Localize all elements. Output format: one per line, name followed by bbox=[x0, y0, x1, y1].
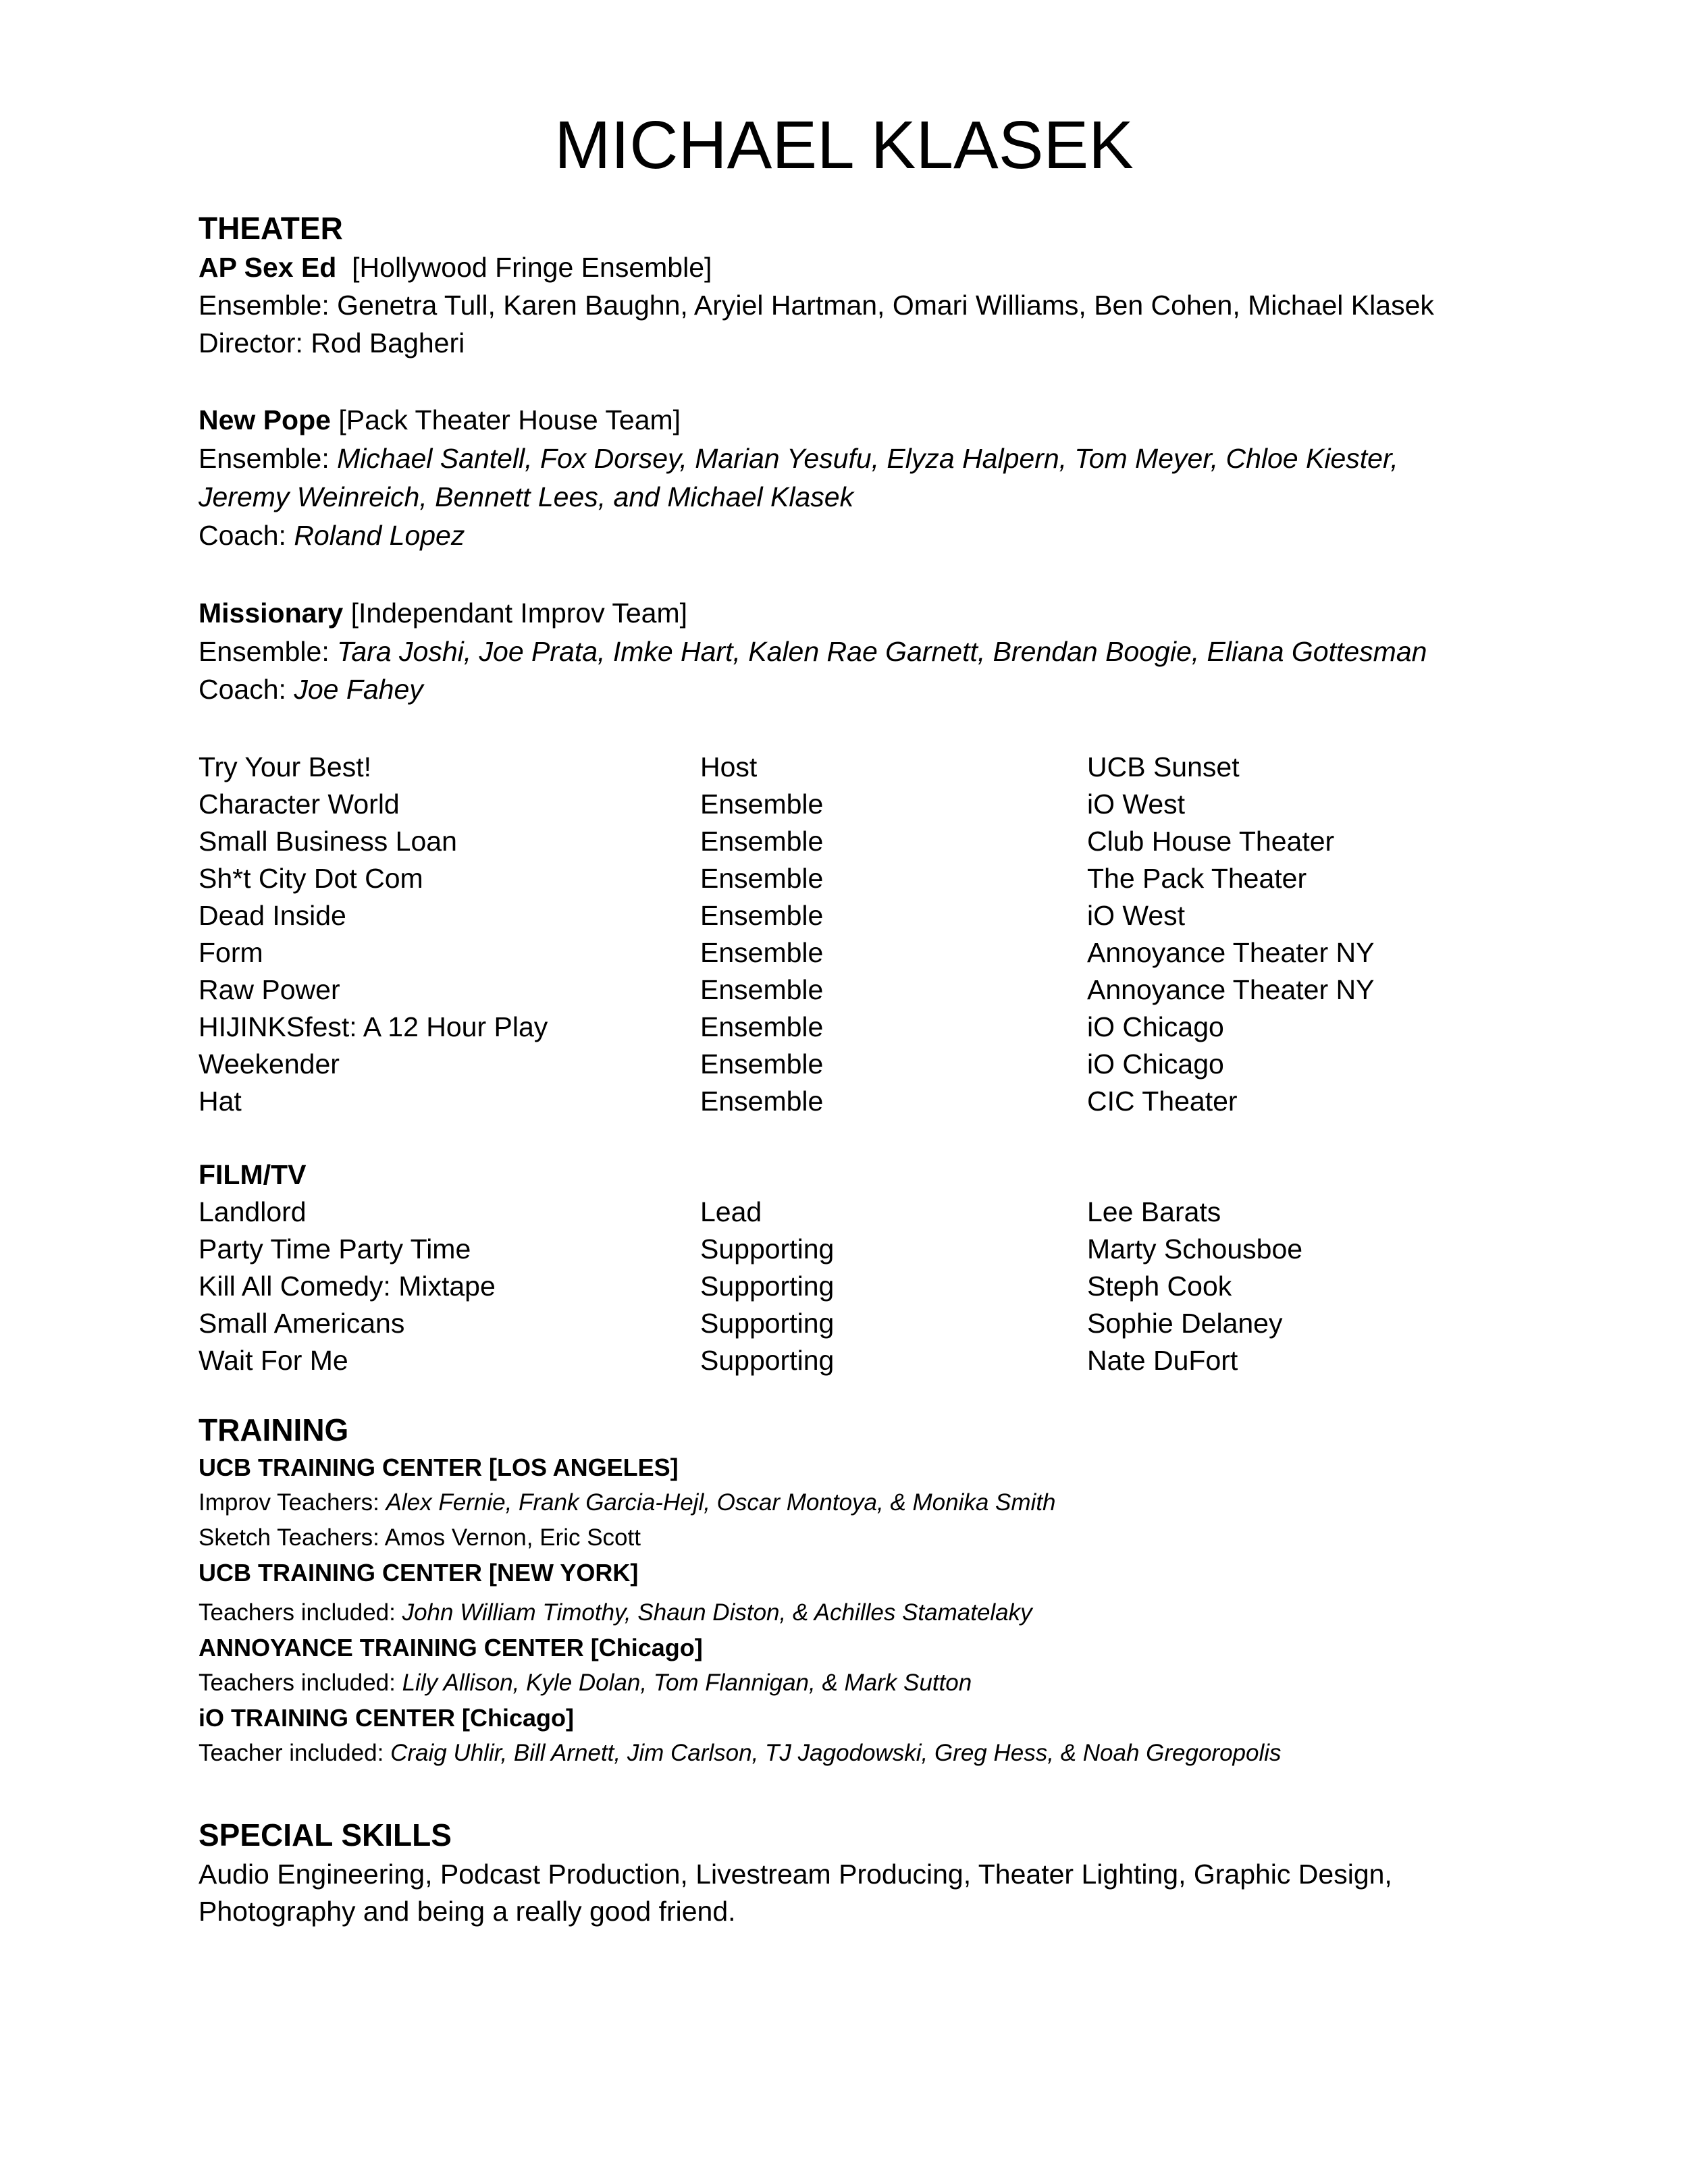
coach-label: Coach: bbox=[199, 674, 286, 705]
group-ap-sex-ed-title bbox=[199, 248, 712, 286]
film-tv-heading: FILM/TV bbox=[199, 1159, 307, 1190]
coach-name: Roland Lopez bbox=[294, 520, 465, 551]
ensemble-names: Genetra Tull, Karen Baughn, Aryiel Hartman, Omari Williams, Ben Cohen, Michael Klasek bbox=[337, 290, 1434, 321]
group-venue: [Independant Improv Team] bbox=[350, 597, 687, 629]
group-missionary-title bbox=[199, 594, 687, 632]
training-teachers-line bbox=[199, 1666, 972, 1701]
film-title: Small Americans bbox=[199, 1308, 405, 1339]
credit-role: Ensemble bbox=[700, 1011, 824, 1042]
training-heading: TRAINING bbox=[199, 1412, 349, 1447]
credit-show: Small Business Loan bbox=[199, 826, 457, 857]
ensemble-label: Ensemble: bbox=[199, 443, 329, 474]
training-teachers-line bbox=[199, 1736, 1282, 1771]
group-title: AP Sex Ed bbox=[199, 252, 337, 283]
coach-name: Joe Fahey bbox=[294, 674, 423, 705]
credit-venue: iO West bbox=[1087, 900, 1186, 931]
credit-role: Ensemble bbox=[700, 937, 824, 968]
teachers-names: Craig Uhlir, Bill Arnett, Jim Carlson, TJ Jagodowski, Greg Hess, & Noah Gregoropolis bbox=[390, 1740, 1282, 1766]
credit-show: Dead Inside bbox=[199, 900, 346, 931]
credit-venue: iO Chicago bbox=[1087, 1048, 1224, 1080]
film-role: Supporting bbox=[700, 1271, 835, 1302]
film-role: Supporting bbox=[700, 1233, 835, 1264]
training-school-name: ANNOYANCE TRAINING CENTER [Chicago] bbox=[199, 1634, 703, 1661]
group-missionary-ensemble bbox=[199, 633, 1427, 670]
training-teachers-line bbox=[199, 1485, 1056, 1520]
coach-label: Coach: bbox=[199, 520, 286, 551]
credit-venue: Annoyance Theater NY bbox=[1087, 937, 1375, 968]
credit-role: Ensemble bbox=[700, 826, 824, 857]
credit-role: Ensemble bbox=[700, 1086, 824, 1117]
director-label: Director: bbox=[199, 327, 303, 358]
theater-heading: THEATER bbox=[199, 211, 343, 246]
training-teachers-line bbox=[199, 1595, 1032, 1630]
teachers-names: John William Timothy, Shaun Diston, & Achilles Stamatelaky bbox=[402, 1599, 1032, 1626]
group-ap-sex-ed-director bbox=[199, 324, 465, 362]
credit-role: Ensemble bbox=[700, 789, 824, 820]
film-role: Supporting bbox=[700, 1345, 835, 1376]
teachers-names: Lily Allison, Kyle Dolan, Tom Flannigan, & Mark Sutton bbox=[402, 1670, 972, 1696]
group-ap-sex-ed-ensemble bbox=[199, 286, 1434, 324]
film-title: Wait For Me bbox=[199, 1345, 348, 1376]
training-school-name: UCB TRAINING CENTER [LOS ANGELES] bbox=[199, 1454, 679, 1481]
group-missionary-coach bbox=[199, 670, 423, 708]
teachers-label: Improv Teachers: bbox=[199, 1489, 379, 1516]
film-title: Kill All Comedy: Mixtape bbox=[199, 1271, 496, 1302]
film-director: Steph Cook bbox=[1087, 1271, 1232, 1302]
credit-show: Form bbox=[199, 937, 263, 968]
special-skills-line-1: Audio Engineering, Podcast Production, Livestream Producing, Theater Lighting, Graphic Design, bbox=[199, 1859, 1392, 1890]
group-new-pope-ensemble-1 bbox=[199, 440, 1398, 477]
special-skills-heading: SPECIAL SKILLS bbox=[199, 1817, 452, 1853]
resume-name: MICHAEL KLASEK bbox=[554, 107, 1134, 183]
film-director: Marty Schousboe bbox=[1087, 1233, 1303, 1264]
credit-venue: UCB Sunset bbox=[1087, 751, 1240, 782]
credit-role: Ensemble bbox=[700, 1048, 824, 1080]
group-title: Missionary bbox=[199, 597, 344, 629]
ensemble-label: Ensemble: bbox=[199, 290, 329, 321]
teachers-label: Teacher included: bbox=[199, 1740, 384, 1766]
credit-venue: The Pack Theater bbox=[1087, 863, 1307, 894]
film-title: Party Time Party Time bbox=[199, 1233, 471, 1264]
film-director: Sophie Delaney bbox=[1087, 1308, 1283, 1339]
ensemble-label: Ensemble: bbox=[199, 636, 329, 667]
group-new-pope-coach bbox=[199, 516, 465, 554]
teachers-label: Sketch Teachers: bbox=[199, 1524, 379, 1551]
ensemble-names: Michael Santell, Fox Dorsey, Marian Yesufu, Elyza Halpern, Tom Meyer, Chloe Kiester, bbox=[337, 443, 1398, 474]
credit-venue: Annoyance Theater NY bbox=[1087, 974, 1375, 1005]
credit-show: Raw Power bbox=[199, 974, 340, 1005]
credit-venue: iO West bbox=[1087, 789, 1186, 820]
credit-venue: Club House Theater bbox=[1087, 826, 1335, 857]
credit-role: Ensemble bbox=[700, 974, 824, 1005]
credit-role: Ensemble bbox=[700, 900, 824, 931]
film-role: Lead bbox=[700, 1196, 762, 1227]
film-director: Lee Barats bbox=[1087, 1196, 1221, 1227]
credit-role: Host bbox=[700, 751, 758, 782]
group-title: New Pope bbox=[199, 404, 331, 435]
credit-venue: CIC Theater bbox=[1087, 1086, 1238, 1117]
film-title: Landlord bbox=[199, 1196, 307, 1227]
group-new-pope-ensemble-2: Jeremy Weinreich, Bennett Lees, and Michael Klasek bbox=[199, 481, 854, 512]
training-school-name: iO TRAINING CENTER [Chicago] bbox=[199, 1704, 574, 1732]
teachers-names: Alex Fernie, Frank Garcia-Hejl, Oscar Montoya, & Monika Smith bbox=[386, 1489, 1056, 1516]
teachers-label: Teachers included: bbox=[199, 1670, 396, 1696]
training-school-name: UCB TRAINING CENTER [NEW YORK] bbox=[199, 1559, 639, 1587]
teachers-label: Teachers included: bbox=[199, 1599, 396, 1626]
credit-show: HIJINKSfest: A 12 Hour Play bbox=[199, 1011, 548, 1042]
film-role: Supporting bbox=[700, 1308, 835, 1339]
group-venue: [Hollywood Fringe Ensemble] bbox=[352, 252, 712, 283]
credit-venue: iO Chicago bbox=[1087, 1011, 1224, 1042]
group-venue: [Pack Theater House Team] bbox=[338, 404, 681, 435]
group-new-pope-title bbox=[199, 401, 681, 439]
credit-show: Character World bbox=[199, 789, 400, 820]
ensemble-names: Tara Joshi, Joe Prata, Imke Hart, Kalen Rae Garnett, Brendan Boogie, Eliana Gottesman bbox=[337, 636, 1427, 667]
teachers-names: Amos Vernon, Eric Scott bbox=[384, 1524, 641, 1551]
film-director: Nate DuFort bbox=[1087, 1345, 1238, 1376]
credit-show: Hat bbox=[199, 1086, 242, 1117]
training-teachers-line bbox=[199, 1520, 641, 1555]
director-name: Rod Bagheri bbox=[311, 327, 465, 358]
credit-show: Sh*t City Dot Com bbox=[199, 863, 423, 894]
special-skills-line-2: Photography and being a really good friend. bbox=[199, 1896, 736, 1927]
credit-show: Weekender bbox=[199, 1048, 340, 1080]
credit-show: Try Your Best! bbox=[199, 751, 371, 782]
credit-role: Ensemble bbox=[700, 863, 824, 894]
